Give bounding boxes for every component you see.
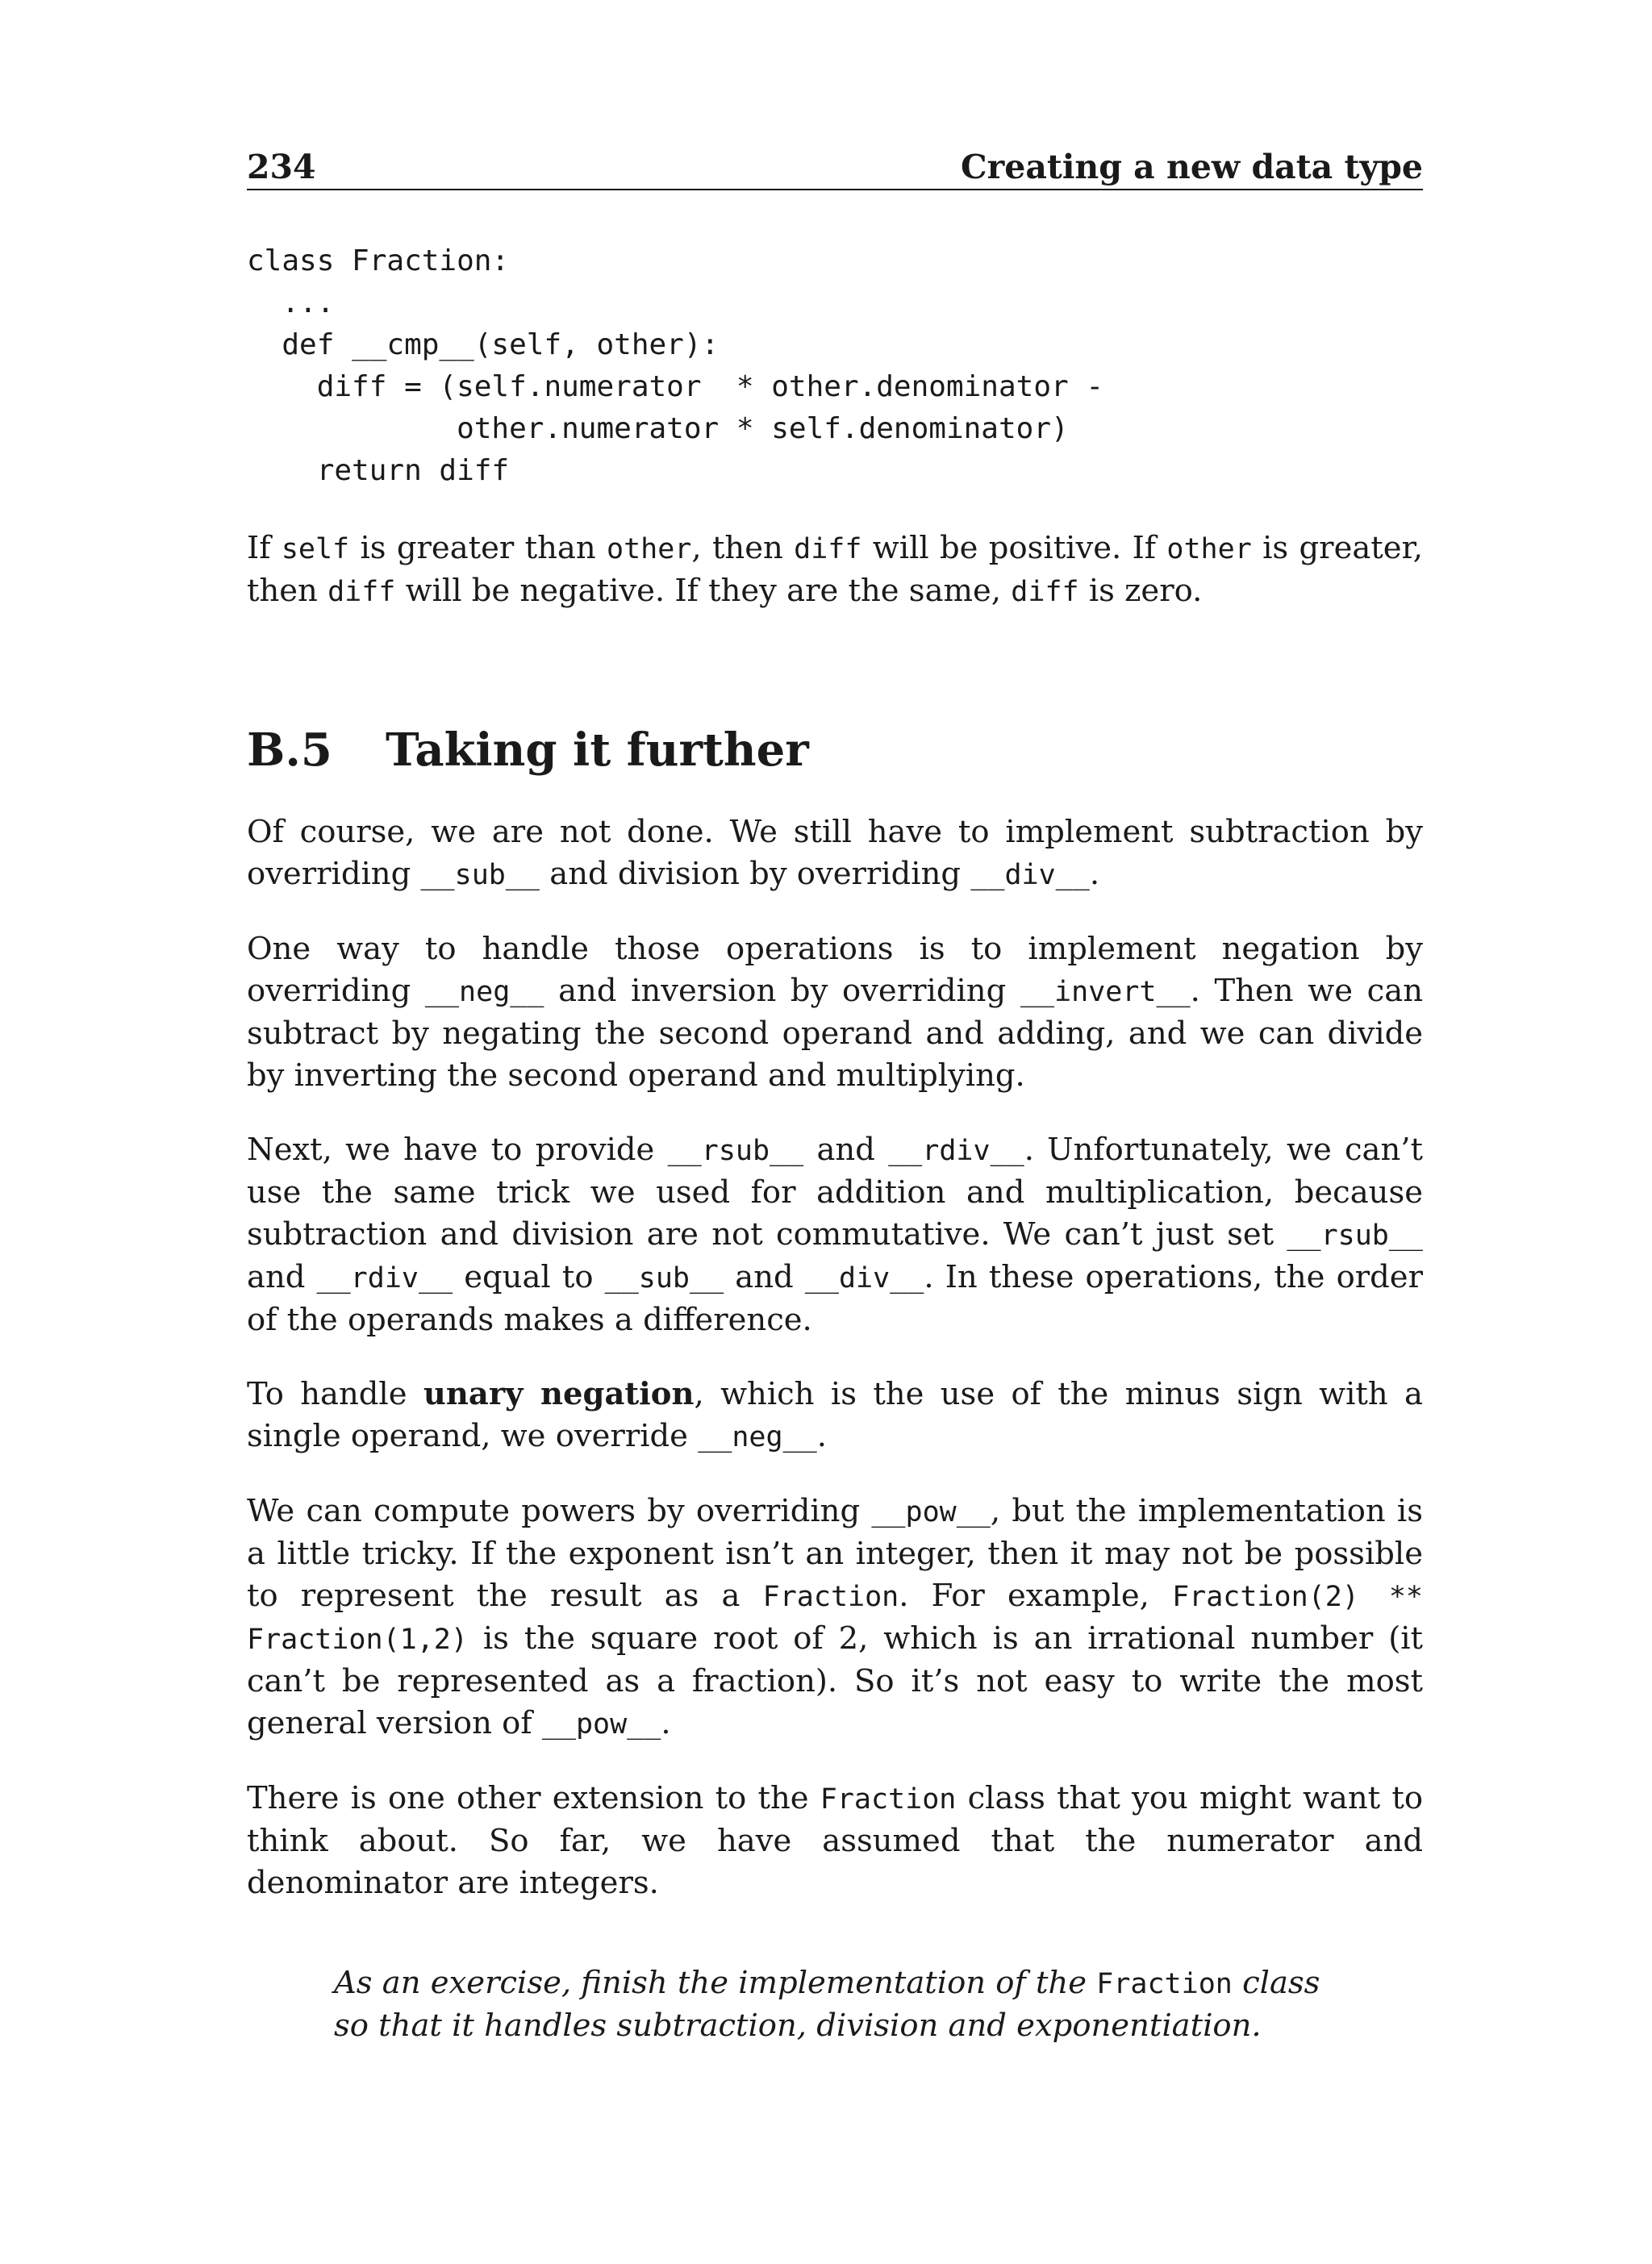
text-run: class so that it handles subtraction, division and exponentiation. (334, 1964, 1320, 2044)
text-run: and division by overriding (540, 855, 971, 892)
text-run: and (803, 1131, 889, 1168)
text-run: will be positive. If (861, 530, 1167, 567)
text-run: . Unfortunately, we can’t use the same trick we used for addition and multiplication, because subtraction and division are not commutative. We can’t just set (247, 1131, 1424, 1253)
inline-code: diff (1011, 576, 1079, 609)
inline-code: self (281, 533, 350, 566)
inline-code: __div__ (970, 858, 1090, 891)
page (247, 149, 1423, 2047)
text-run: and (724, 1258, 805, 1295)
paragraph-5 (247, 1491, 1423, 1745)
paragraph-1 (247, 811, 1423, 896)
inline-code: __pow__ (541, 1707, 661, 1741)
running-title: Creating a new data type (961, 148, 1423, 186)
text-run: is zero. (1078, 573, 1203, 610)
inline-code: __sub__ (604, 1261, 724, 1295)
text-run: is the square root of 2, which is an irrational number (it can’t be represented as a fraction). So it’s not easy to write the most general version of (247, 1620, 1423, 1741)
text-run: and inversion by overriding (544, 972, 1020, 1009)
inline-code: Fraction (1096, 1967, 1233, 2000)
text-run: is greater than (349, 530, 607, 567)
code-line: ... (247, 286, 335, 320)
inline-code: __pow__ (871, 1495, 991, 1528)
inline-code: __sub__ (420, 858, 540, 891)
text-run: . (816, 1417, 827, 1454)
inline-code: __neg__ (424, 975, 544, 1008)
page-number: 234 (247, 148, 316, 186)
text-run: We can compute powers by overriding (247, 1492, 872, 1529)
inline-code: __rsub__ (667, 1134, 804, 1167)
code-block (247, 240, 1423, 492)
inline-code: __invert__ (1020, 975, 1191, 1008)
text-run: . For example, (899, 1577, 1173, 1614)
inline-code: __rsub__ (1287, 1219, 1423, 1252)
text-run: , which is the use of the minus sign with a single operand, we override (247, 1375, 1424, 1454)
inline-code: Fraction(2) ** Fraction(1,2) (247, 1580, 1423, 1656)
section-number: B.5 (247, 723, 332, 778)
text-run: class that you might want to think about. So far, we have assumed that the numerator and denominator are integers. (247, 1779, 1423, 1901)
code-line: diff = (self.numerator * other.denominator - (247, 370, 1104, 404)
text-run: , then (691, 530, 795, 567)
text-run: If (247, 530, 282, 567)
text-run: will be negative. If they are the same, (395, 573, 1012, 610)
inline-code: Fraction (820, 1782, 957, 1816)
text-run: . In these operations, the order of the operands makes a difference. (247, 1258, 1423, 1338)
paragraph-4 (247, 1374, 1423, 1458)
exercise-box (334, 1962, 1336, 2047)
inline-code: __rdiv__ (316, 1261, 453, 1295)
text-run: To handle (247, 1375, 423, 1412)
inline-code: __rdiv__ (888, 1134, 1024, 1167)
paragraph-6 (247, 1778, 1423, 1904)
section-heading (247, 723, 1423, 778)
inline-code: __div__ (804, 1261, 924, 1295)
bold-term: unary negation (423, 1375, 695, 1412)
inline-code: other (1166, 533, 1252, 566)
text-run: . (661, 1704, 671, 1741)
code-line: return diff (247, 454, 510, 488)
running-head (247, 149, 1423, 190)
intro-paragraph (247, 527, 1423, 613)
code-line: other.numerator * self.denominator) (247, 412, 1069, 446)
text-run: equal to (453, 1258, 605, 1295)
text-run: is greater, then (247, 530, 1423, 610)
text-run: One way to handle those operations is to implement negation by overriding (247, 930, 1423, 1009)
text-run: As an exercise, finish the implementation of the (334, 1964, 1097, 2001)
section-title: Taking it further (386, 723, 809, 778)
paragraph-2 (247, 928, 1423, 1097)
inline-code: diff (327, 576, 396, 609)
code-line: def __cmp__(self, other): (247, 328, 720, 362)
code-line: class Fraction: (247, 244, 510, 278)
inline-code: Fraction (762, 1580, 899, 1613)
text-run: Next, we have to provide (247, 1131, 668, 1168)
text-run: and (247, 1258, 317, 1295)
text-run: There is one other extension to the (247, 1779, 820, 1816)
inline-code: diff (794, 533, 862, 566)
inline-code: __neg__ (698, 1420, 817, 1453)
text-run: Of course, we are not done. We still have to implement subtraction by overriding (247, 813, 1423, 892)
inline-code: other (607, 533, 692, 566)
text-run: . Then we can subtract by negating the second operand and adding, and we can divide by inverting the second operand and multiplying. (247, 972, 1423, 1094)
text-run: . (1089, 855, 1100, 892)
text-run: , but the implementation is a little tricky. If the exponent isn’t an integer, then it may not be possible to represent the result as a (247, 1492, 1423, 1614)
paragraph-3 (247, 1129, 1423, 1341)
